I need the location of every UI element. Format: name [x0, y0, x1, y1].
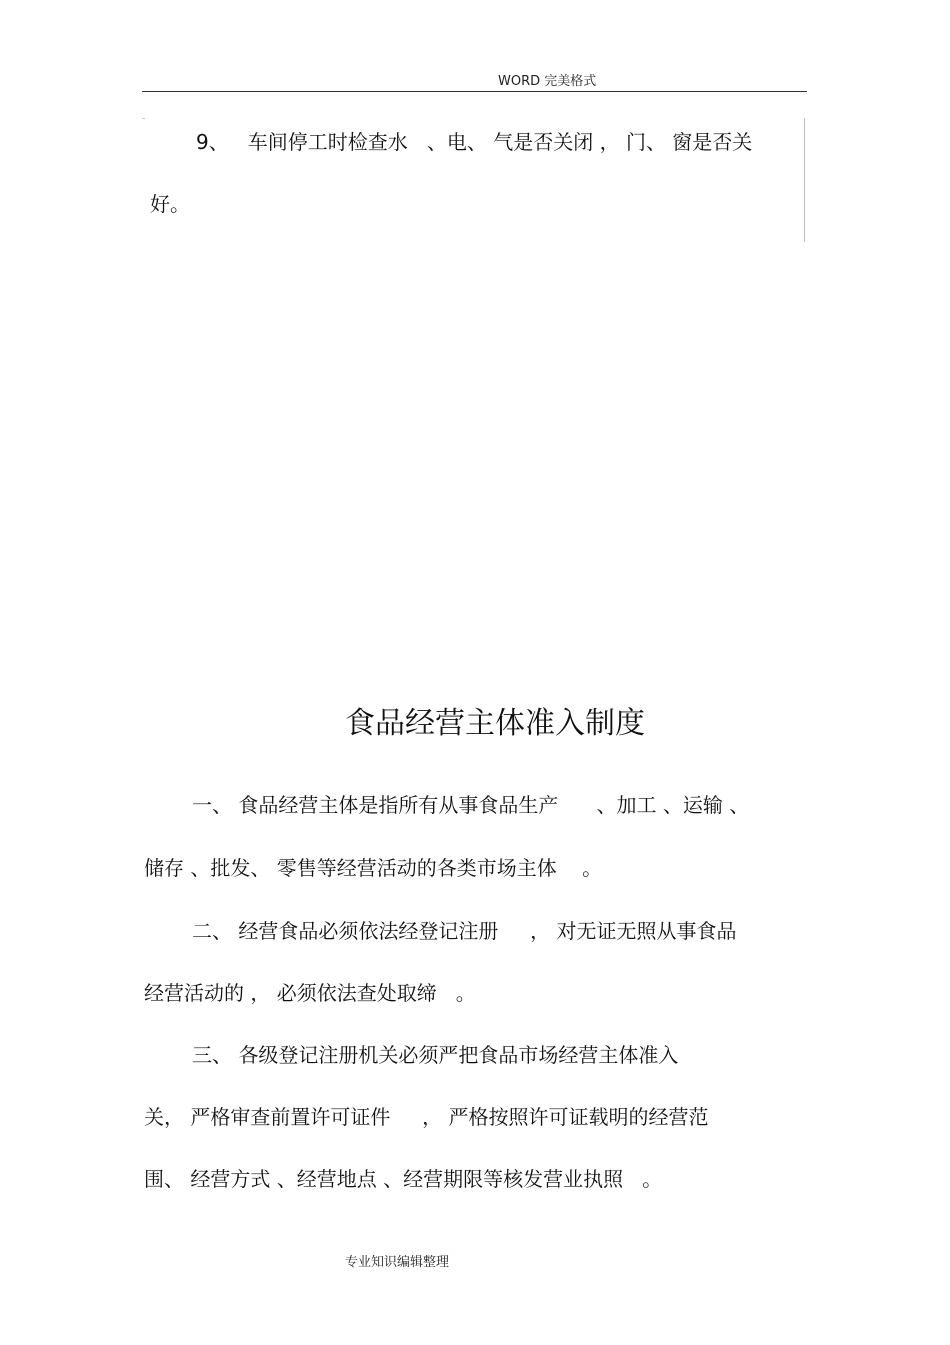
box-right-border — [804, 118, 805, 242]
top-line-1: 9、 车间停工时检查水 、电、 气是否关闭 ， 门、 窗是否关 — [196, 130, 753, 154]
paragraph-line-3: 二、 经营食品必须依法经登记注册 ， 对无证无照从事食品 — [192, 919, 737, 943]
paragraph-line-7: 围、 经营方式 、经营地点 、经营期限等核发营业执照 。 — [144, 1167, 663, 1191]
paragraph-line-4: 经营活动的 ， 必须依法查处取缔 。 — [144, 981, 476, 1005]
paragraph-line-1: 一、 食品经营主体是指所有从事食品生产 、加工 、运输 、 — [192, 793, 750, 817]
paragraph-line-2: 储存 、批发、 零售等经营活动的各类市场主体 。 — [144, 856, 603, 880]
page-footer: 专业知识编辑整理 — [345, 1255, 450, 1270]
paragraph-line-6: 关， 严格审查前置许可证件 ， 严格按照许可证载明的经营范 — [144, 1105, 709, 1129]
header-text: WORD 完美格式 — [498, 74, 597, 89]
paragraph-line-5: 三、 各级登记注册机关必须严把食品市场经营主体准入 — [192, 1043, 679, 1067]
header-rule — [142, 91, 807, 92]
document-title: 食品经营主体准入制度 — [345, 706, 645, 741]
box-top-stub — [142, 118, 145, 119]
top-line-2: 好。 — [150, 192, 190, 216]
